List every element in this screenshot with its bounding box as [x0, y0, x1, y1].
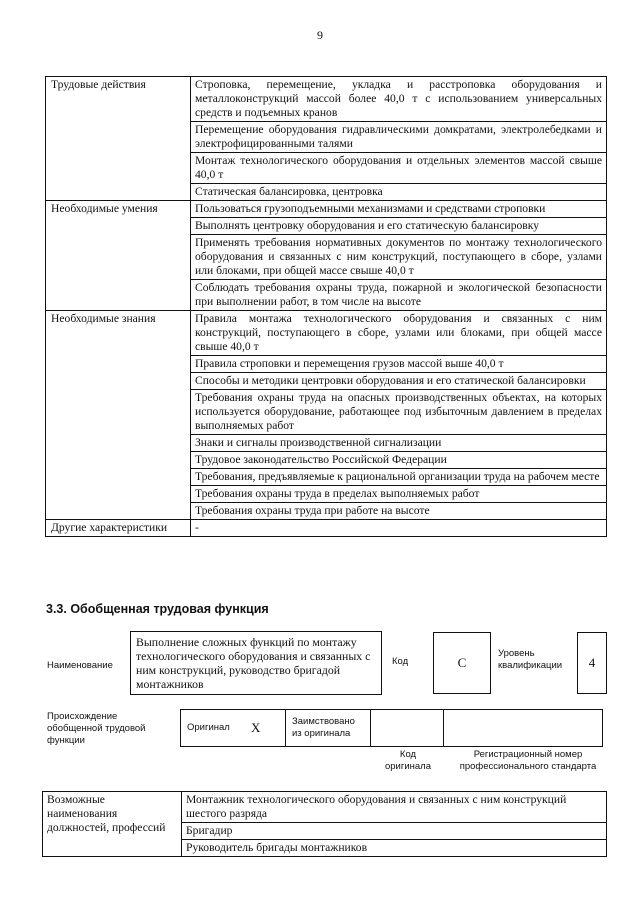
- skill-item: Пользоваться грузоподъемными механизмами и средствами строповки: [191, 201, 607, 218]
- knowledge-item: Способы и методики центровки оборудования и его статической балансировки: [191, 373, 607, 390]
- knowledge-item: Знаки и сигналы производственной сигнализации: [191, 435, 607, 452]
- knowledge-item: Правила строповки и перемещения грузов массой выше 40,0 т: [191, 356, 607, 373]
- code-label: Код: [392, 656, 409, 667]
- knowledge-label: Необходимые знания: [46, 311, 191, 520]
- name-value: Выполнение сложных функций по монтажу технологического оборудования и связанных с ним конструкций, руководство бригадой монтажников: [130, 631, 382, 695]
- knowledge-item: Требования, предъявляемые к рациональной организации труда на рабочем месте: [191, 469, 607, 486]
- skill-item: Применять требования нормативных документов по монтажу технологического оборудования и связанных с ним конструкций, поступающего в сборе, узлами или блоками, при общей массе свыше 40,0 т: [191, 235, 607, 280]
- code-value: C: [433, 632, 491, 694]
- action-item: Перемещение оборудования гидравлическими домкратами, электролебедками и электрофицированными талями: [191, 122, 607, 153]
- skill-item: Выполнять центровку оборудования и его статическую балансировку: [191, 218, 607, 235]
- level-value: 4: [577, 632, 607, 694]
- action-item: Монтаж технологического оборудования и отдельных элементов массой свыше 40,0 т: [191, 153, 607, 184]
- original-label: Оригинал: [181, 710, 246, 747]
- borrowed-label: Заимствовано из оригинала: [286, 710, 371, 747]
- position-item: Монтажник технологического оборудования и связанных с ним конструкций шестого разряда: [182, 792, 607, 823]
- other-value: -: [191, 520, 607, 537]
- action-item: Статическая балансировка, центровка: [191, 184, 607, 201]
- section-title: 3.3. Обобщенная трудовая функция: [46, 602, 269, 616]
- origin-label: Происхождение обобщенной трудовой функции: [47, 711, 146, 746]
- skill-item: Соблюдать требования охраны труда, пожарной и экологической безопасности при выполнении работ, в том числе на высоте: [191, 280, 607, 311]
- positions-table: [42, 791, 607, 857]
- actions-label: Трудовые действия: [46, 77, 191, 201]
- original-code-cell: [371, 710, 444, 747]
- caption-code: Код оригинала: [384, 749, 431, 772]
- origin-table: [180, 709, 603, 747]
- knowledge-item: Правила монтажа технологического оборудования и связанных с ним конструкций, поступающего в сборе, узлами или блоками, при общей массе свыше 40,0 т: [191, 311, 607, 356]
- action-item: Строповка, перемещение, укладка и расстроповка оборудования и металлоконструкций массой более 40,0 т с использованием универсальных средств и подъемных кранов: [191, 77, 607, 122]
- positions-label: Возможные наименования должностей, профессий: [43, 792, 182, 857]
- reg-number-cell: [444, 710, 603, 747]
- knowledge-item: Трудовое законодательство Российской Федерации: [191, 452, 607, 469]
- knowledge-item: Требования охраны труда на опасных производственных объектах, на которых используется оборудование, работающее под избыточным давлением в пределах выполняемых работ: [191, 390, 607, 435]
- knowledge-item: Требования охраны труда в пределах выполняемых работ: [191, 486, 607, 503]
- labor-function-table: [45, 76, 607, 537]
- original-mark: X: [245, 710, 286, 747]
- other-label: Другие характеристики: [46, 520, 191, 537]
- page-number: 9: [317, 28, 323, 42]
- level-label: Уровень квалификации: [498, 648, 563, 671]
- skills-label: Необходимые умения: [46, 201, 191, 311]
- position-item: Руководитель бригады монтажников: [182, 840, 607, 857]
- knowledge-item: Требования охраны труда при работе на высоте: [191, 503, 607, 520]
- position-item: Бригадир: [182, 823, 607, 840]
- name-label: Наименование: [47, 660, 113, 671]
- caption-reg: Регистрационный номер профессионального стандарта: [459, 749, 597, 772]
